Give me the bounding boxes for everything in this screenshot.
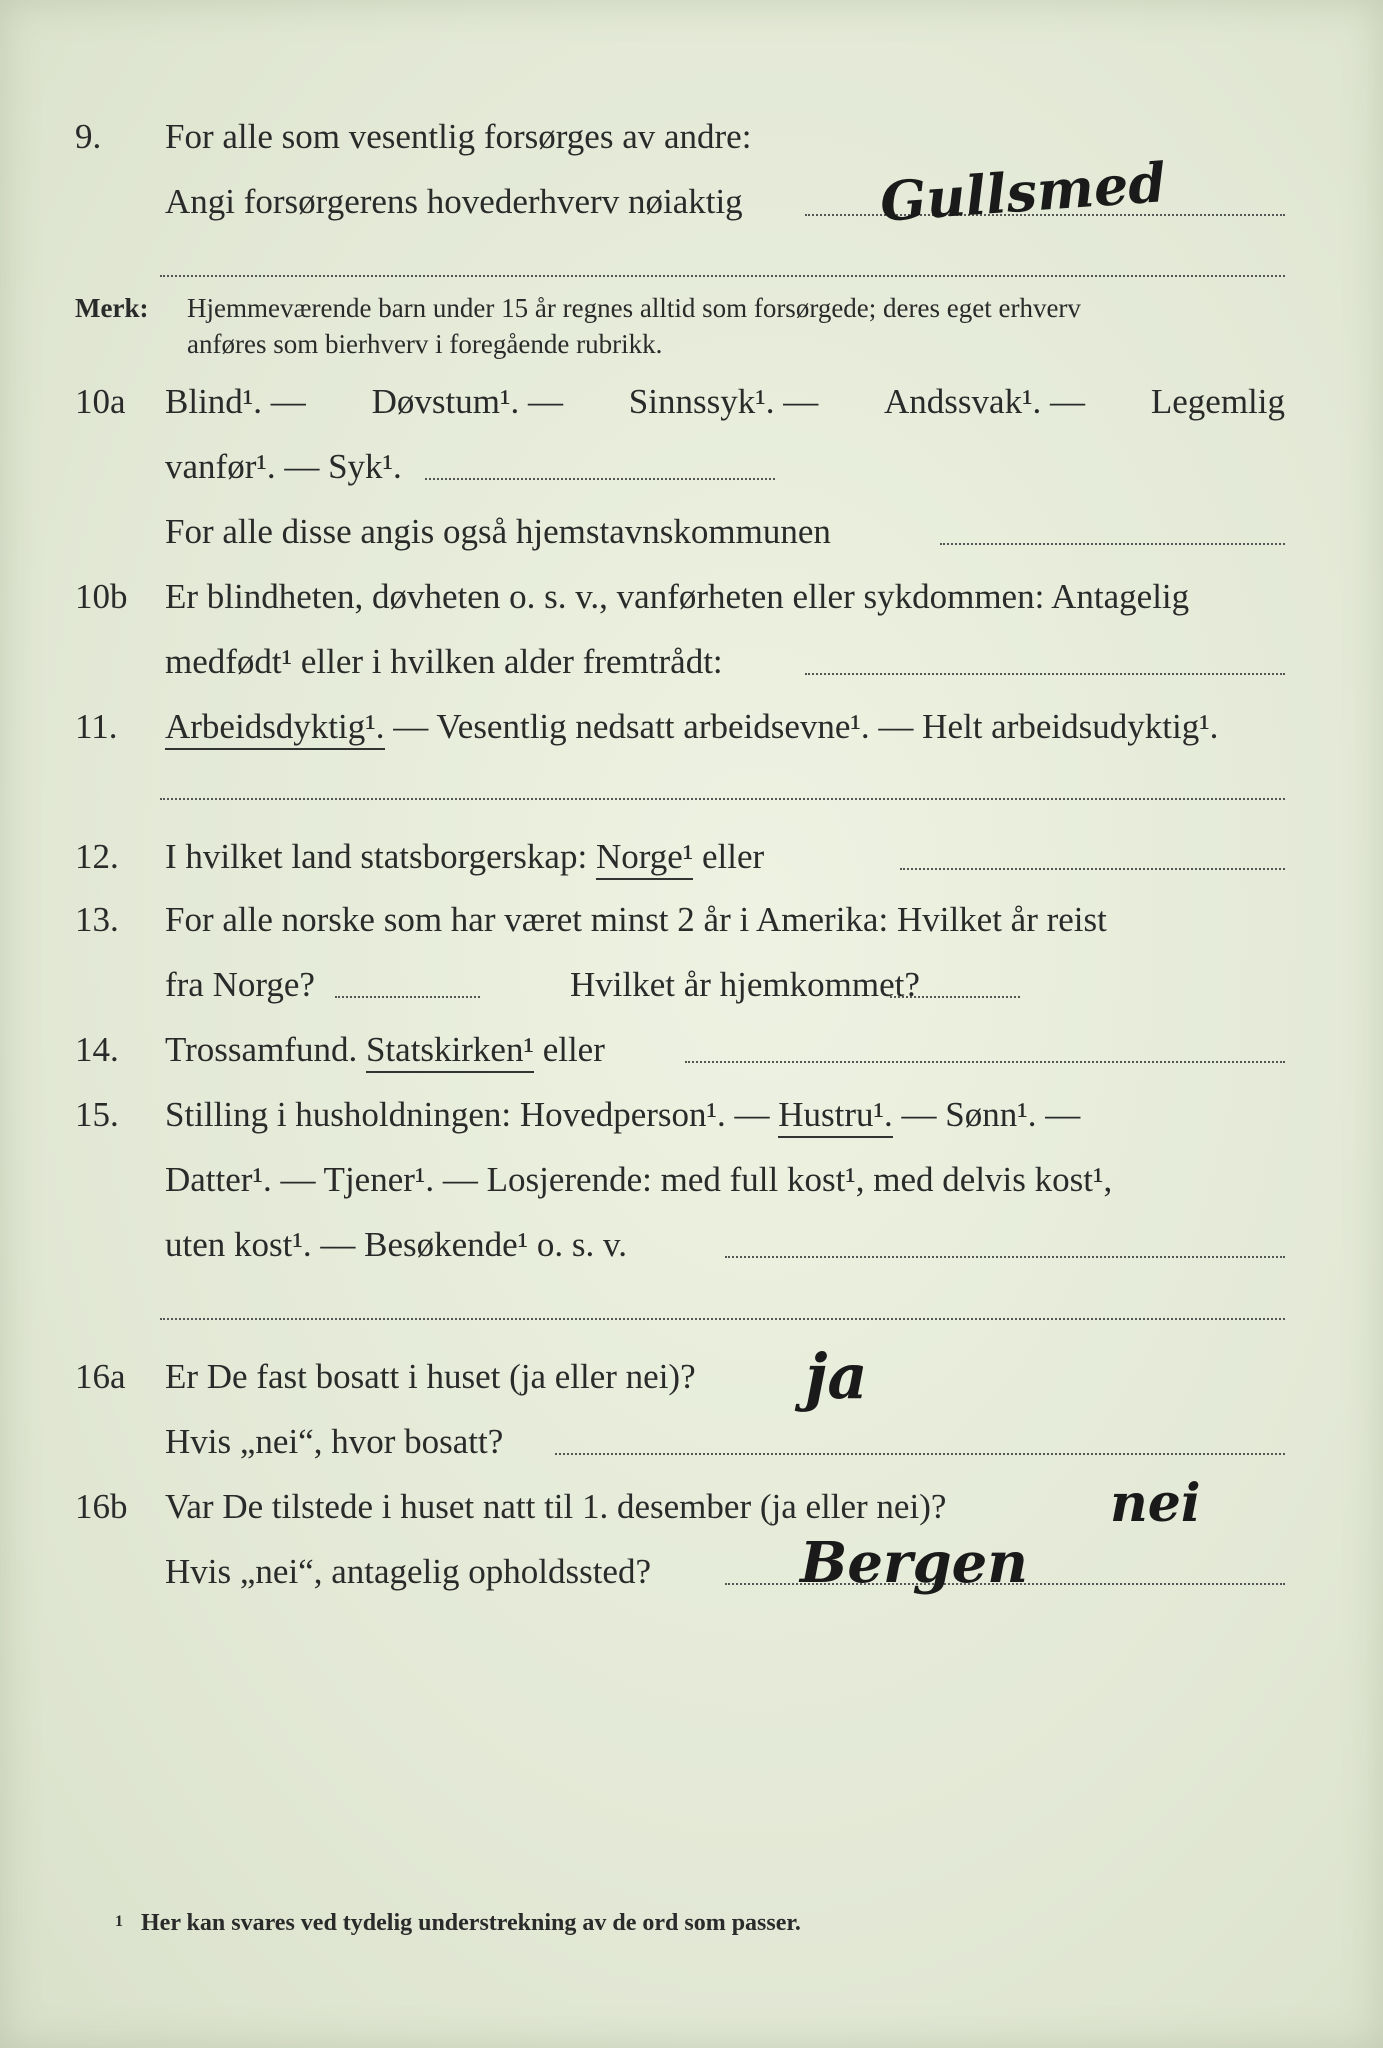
q10a-option-blind: Blind¹. — bbox=[165, 382, 306, 421]
q10b-text-line2: medfødt¹ eller i hvilken alder fremtrådt: bbox=[165, 642, 723, 681]
q11-answer-line bbox=[160, 798, 1285, 800]
q10b-answer-line bbox=[805, 673, 1285, 675]
q10a-option-dovstum: Døvstum¹. — bbox=[371, 382, 563, 421]
q10a-text-line3: For alle disse angis også hjemstavnskommunen bbox=[165, 512, 831, 551]
q13-number: 13. bbox=[75, 900, 119, 939]
merk-text-line2: anføres som bierhverv i foregående rubrikk. bbox=[187, 329, 663, 359]
q9-text-line2: Angi forsørgerens hovederhverv nøiaktig bbox=[165, 182, 743, 221]
footnote bbox=[115, 1910, 801, 1937]
q16b-text-line2: Hvis „nei“, antagelig opholdssted? bbox=[165, 1552, 651, 1591]
q15-number: 15. bbox=[75, 1095, 119, 1134]
q16a-answer-line bbox=[555, 1453, 1285, 1455]
q10a-number: 10a bbox=[75, 382, 126, 421]
q11-number: 11. bbox=[75, 707, 118, 746]
q11-text: Arbeidsdyktig¹. — Vesentlig nedsatt arbeidsevne¹. — Helt arbeidsudyktig¹. bbox=[165, 705, 1218, 749]
q16a-text-line2: Hvis „nei“, hvor bosatt? bbox=[165, 1422, 504, 1461]
q9-handwritten-answer: Gullsmed bbox=[878, 150, 1168, 234]
q16b-handwritten-answer2: Bergen bbox=[800, 1530, 1028, 1596]
q15-underlined-answer: Hustru¹. bbox=[778, 1095, 893, 1138]
q13-reist-line bbox=[335, 996, 480, 998]
q13-text-line2a: fra Norge? bbox=[165, 965, 315, 1004]
q16a-handwritten-answer: ja bbox=[805, 1340, 868, 1413]
merk-text-line1: Hjemmeværende barn under 15 år regnes alltid som forsørgede; deres eget erhverv bbox=[187, 293, 1081, 323]
q13-text-line2b: Hvilket år hjemkommet? bbox=[570, 965, 920, 1004]
q13-text-line1: For alle norske som har været minst 2 år i Amerika: Hvilket år reist bbox=[165, 900, 1107, 939]
q14-number: 14. bbox=[75, 1030, 119, 1069]
q9-text-line1: For alle som vesentlig forsørges av andre: bbox=[165, 117, 752, 156]
q13-hjemkommet-line bbox=[890, 996, 1020, 998]
q15-separator bbox=[160, 1318, 1285, 1320]
q10a-hjemstavn-line bbox=[940, 543, 1285, 545]
q10a-options bbox=[165, 380, 1285, 424]
q12-answer-line bbox=[900, 868, 1285, 870]
q10b-number: 10b bbox=[75, 577, 128, 616]
q10a-option-sinnssyk: Sinnssyk¹. — bbox=[628, 382, 819, 421]
merk-label: Merk: bbox=[75, 293, 149, 323]
q9-number: 9. bbox=[75, 117, 102, 156]
q10a-option-andssvak: Andssvak¹. — bbox=[884, 382, 1086, 421]
q12-number: 12. bbox=[75, 837, 119, 876]
q15-answer-line bbox=[725, 1256, 1285, 1258]
q10a-option-legemlig: Legemlig bbox=[1150, 382, 1285, 421]
q14-underlined-answer: Statskirken¹ bbox=[366, 1030, 534, 1073]
q14-answer-line bbox=[685, 1061, 1285, 1063]
q10a-text-line2: vanfør¹. — Syk¹. bbox=[165, 447, 402, 486]
q15-text-line2: Datter¹. — Tjener¹. — Losjerende: med full kost¹, med delvis kost¹, bbox=[165, 1160, 1113, 1199]
q10a-syk-line bbox=[425, 478, 775, 480]
q12-text: I hvilket land statsborgerskap: Norge¹ eller bbox=[165, 835, 764, 879]
q16b-number: 16b bbox=[75, 1487, 128, 1526]
q15-text-line1: Stilling i husholdningen: Hovedperson¹. — Hustru¹. — Sønn¹. — bbox=[165, 1093, 1080, 1137]
q9-separator bbox=[160, 275, 1285, 277]
q10b-text-line1: Er blindheten, døvheten o. s. v., vanførheten eller sykdommen: Antagelig bbox=[165, 577, 1190, 616]
q15-text-line3: uten kost¹. — Besøkende¹ o. s. v. bbox=[165, 1225, 628, 1264]
q14-text: Trossamfund. Statskirken¹ eller bbox=[165, 1028, 605, 1072]
q12-underlined-answer: Norge¹ bbox=[596, 837, 693, 880]
q11-underlined-answer: Arbeidsdyktig¹. bbox=[165, 707, 385, 750]
q16b-text-line1: Var De tilstede i huset natt til 1. desember (ja eller nei)? bbox=[165, 1487, 947, 1526]
q16b-handwritten-answer1: nei bbox=[1110, 1473, 1201, 1534]
footnote-text: Her kan svares ved tydelig understrekning av de ord som passer. bbox=[141, 1910, 801, 1936]
q16a-text-line1: Er De fast bosatt i huset (ja eller nei)? bbox=[165, 1357, 696, 1396]
q16a-number: 16a bbox=[75, 1357, 126, 1396]
footnote-mark: 1 bbox=[115, 1913, 123, 1930]
